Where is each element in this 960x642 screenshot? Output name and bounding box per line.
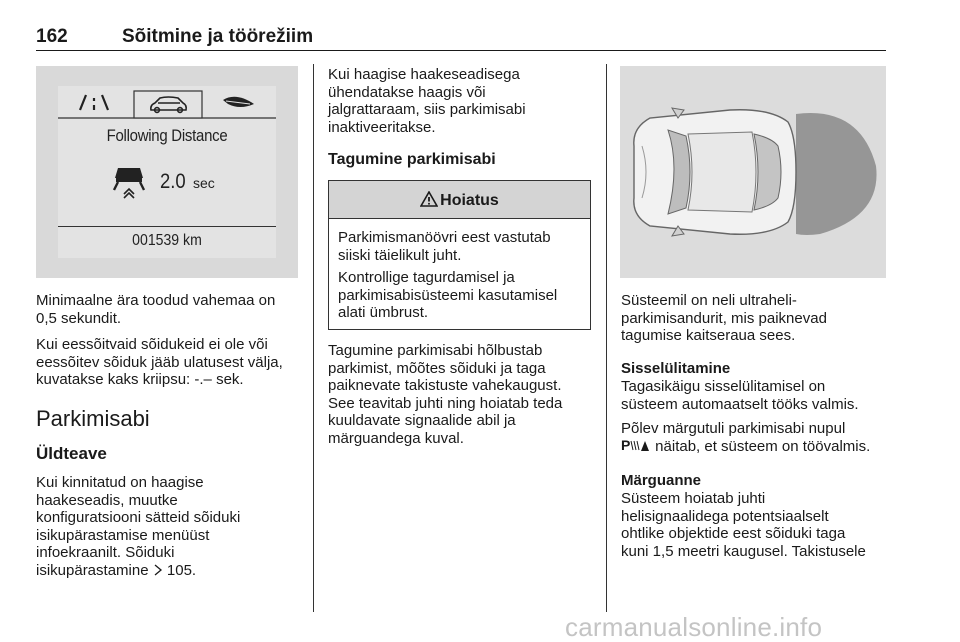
- cluster-screen: [58, 86, 276, 258]
- column-divider-2: [606, 64, 607, 612]
- page-reference-icon: [153, 564, 163, 576]
- header-rule: [36, 50, 886, 51]
- paragraph-signal: Süsteem hoiatab juhti helisignaalidega potentsiaalselt ohtlike objektide eest sõiduki taga kuni 1,5 meetri kaugusel. Takistusele: [621, 490, 866, 560]
- instrument-cluster-image: [36, 66, 298, 278]
- lane-assist-icon: [80, 95, 108, 110]
- warning-triangle-icon: [420, 191, 438, 207]
- eco-leaf-icon: [223, 97, 254, 107]
- following-distance-icon: [110, 164, 150, 200]
- warning-text-1: Parkimismanöövri eest vastutab siiski täielikult juht.: [338, 229, 551, 264]
- paragraph-activation: Tagasikäigu sisselülitamisel on süsteem automaatselt tööks valmis.: [621, 378, 859, 413]
- warning-text-2: Kontrollige tagurdamisel ja parkimisabisüsteemi kasutamisel alati ümbrust.: [338, 269, 558, 321]
- parking-assist-icon: [621, 438, 651, 452]
- cluster-screen-title: Following Distance: [106, 126, 228, 145]
- section-heading: Parkimisabi: [36, 406, 150, 431]
- paragraph-indicator: Põlev märgutuli parkimisabi nupul P näitab, et süsteem on töövalmis.: [621, 420, 871, 455]
- gap-unit: sec: [193, 175, 215, 191]
- cluster-icon-bar: [58, 86, 276, 126]
- paragraph-trailer: Kui kinnitatud on haagise haakeseadis, muutke konfiguratsiooni sätteid sõiduki isikupärastamise menüüst infoekraanilt. Sõiduki isikupärastamine 105.: [36, 474, 241, 579]
- warning-box: [328, 180, 591, 330]
- watermark: carmanualsonline.info: [565, 612, 823, 642]
- warning-header: [329, 181, 590, 219]
- paragraph-no-vehicle: Kui eessõitvaid sõidukeid ei ole või eessõitev sõiduk jääb ulatusest välja, kuvatakse kaks kriipsu: -.– sek.: [36, 336, 283, 388]
- gap-value: 2.0: [160, 170, 186, 193]
- column-divider-1: [313, 64, 314, 612]
- paragraph-sensors: Süsteemil on neli ultraheli- parkimisandurit, mis paiknevad tagumise kaitseraua sees.: [621, 292, 827, 344]
- car-top-view-icon: [620, 66, 886, 278]
- page-number: 162: [36, 26, 68, 47]
- svg-text:P: P: [621, 437, 631, 452]
- paragraph-rear-parking: Tagumine parkimisabi hõlbustab parkimist, mõõtes sõiduki ja taga paiknevate takistuste vahekaugust. See teavitab juhti ning hoiatab teda kuuldavate signaalide abil ja märguandega kuval.: [328, 342, 563, 447]
- page-title: Sõitmine ja töörežiim: [122, 26, 314, 47]
- reference-line: isikupärastamine 105.: [36, 561, 197, 579]
- subheading-general: Üldteave: [36, 444, 107, 463]
- indicator-line: P näitab, et süsteem on töövalmis.: [621, 437, 871, 455]
- warning-title: Hoiatus: [440, 192, 499, 209]
- cluster-divider: [58, 226, 276, 227]
- paragraph-trailer-hitch: Kui haagise haakeseadisega ühendatakse haagis või jalgrattaraam, siis parkimisabi inaktiveeritakse.: [328, 66, 526, 136]
- paragraph-min-distance: Minimaalne ära toodud vahemaa on 0,5 sekundit.: [36, 292, 276, 327]
- parking-sensor-illustration: [620, 66, 886, 278]
- heading-activation: Sisselülitamine: [621, 360, 731, 377]
- odometer: 001539 km: [132, 232, 202, 249]
- page-reference-link[interactable]: 105.: [166, 561, 197, 579]
- heading-rear-parking: Tagumine parkimisabi: [328, 151, 496, 168]
- heading-signal: Märguanne: [621, 472, 702, 489]
- page-header: [36, 26, 886, 52]
